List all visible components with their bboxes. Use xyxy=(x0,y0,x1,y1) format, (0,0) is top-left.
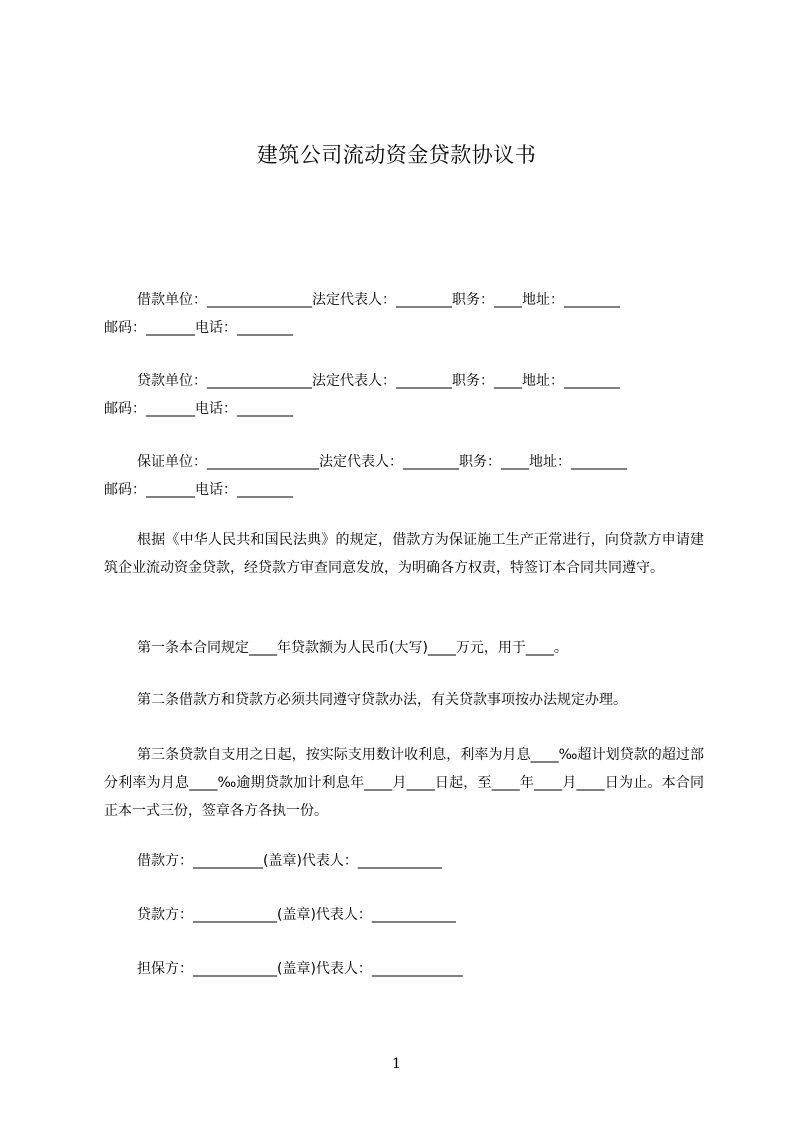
article-3: 第三条贷款自支用之日起，按实际支用数计收利息，利率为月息____‰超计划贷款的超过部分利率为月息____‰逾期贷款加计利息年____月____日起，至____年____月____日为止。本合同正本一式三份，签章各方各执一份。 xyxy=(104,747,704,819)
article-1: 第一条本合同规定____年贷款额为人民币(大写)____万元，用于____。 xyxy=(137,640,568,656)
page-number: 1 xyxy=(392,1056,401,1072)
borrower-info-line1: 借款单位：_______________法定代表人：________职务：____地址：________ xyxy=(137,292,620,308)
borrower-signature: 借款方：__________(盖章)代表人：____________ xyxy=(137,853,442,869)
guarantor-info-line2: 邮码：_______电话：________ xyxy=(104,482,293,498)
lender-info-line2: 邮码：_______电话：________ xyxy=(104,401,293,417)
lender-signature: 贷款方：____________(盖章)代表人：____________ xyxy=(137,907,456,923)
article-2: 第二条借款方和贷款方必须共同遵守贷款办法，有关贷款事项按办法规定办理。 xyxy=(137,692,627,708)
guarantor-info-line1: 保证单位：________________法定代表人：________职务：____地址：________ xyxy=(137,454,627,470)
borrower-info-line2: 邮码：_______电话：________ xyxy=(104,320,293,336)
document-title: 建筑公司流动资金贷款协议书 xyxy=(256,143,537,167)
guarantor-signature: 担保方：____________(盖章)代表人：_____________ xyxy=(137,961,463,977)
lender-info-line1: 贷款单位：_______________法定代表人：________职务：____地址：________ xyxy=(137,373,620,389)
intro-paragraph: 根据《中华人民共和国民法典》的规定，借款方为保证施工生产正常进行，向贷款方申请建筑企业流动资金贷款，经贷款方审查同意发放，为明确各方权责，特签订本合同共同遵守。 xyxy=(104,532,704,576)
